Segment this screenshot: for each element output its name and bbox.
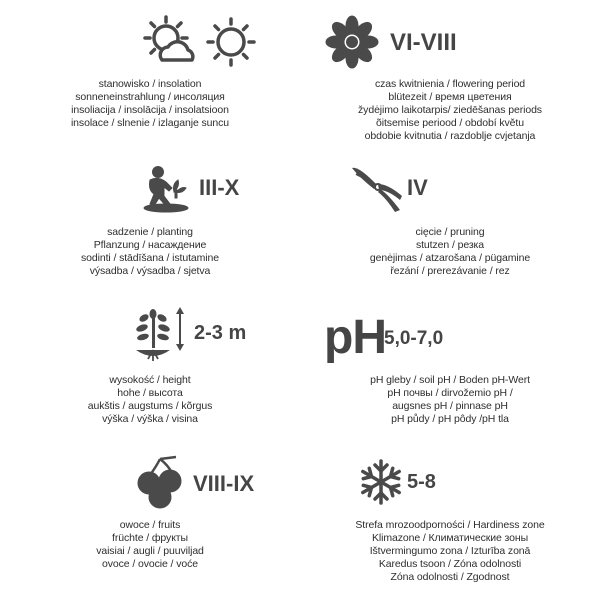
ph-translations — [300, 374, 600, 426]
text-line: wysokość / height — [109, 374, 191, 386]
planting-translations — [0, 226, 300, 278]
flower-icon — [324, 14, 380, 70]
text-line: blütezeit / время цветения — [388, 91, 512, 103]
pruning-translations — [300, 226, 600, 278]
text-line: õitsemise periood / období květu — [376, 117, 524, 129]
text-line: žydėjimo laikotarpis/ ziedēšanas periods — [358, 104, 542, 116]
text-line: Karedus tsoon / Zóna odolnosti — [378, 558, 522, 570]
text-line: řezání / prerezávanie / rez — [390, 265, 510, 277]
text-line: Zóna odolnosti / Zgodnost — [390, 571, 510, 583]
flowering-value: VI-VIII — [390, 29, 457, 56]
text-line: Klimazone / Климатические зоны — [371, 532, 529, 544]
height-value: 2-3 m — [194, 322, 247, 344]
pruning-value: IV — [407, 175, 428, 200]
text-line: výsadba / výsadba / sjetva — [89, 265, 211, 277]
text-line: stutzen / резка — [415, 239, 485, 251]
text-line: obdobie kvitnutia / razdoblje cvjetanja — [364, 130, 536, 142]
text-line: hohe / высота — [117, 387, 183, 399]
text-line: výška / výška / visina — [102, 413, 198, 425]
text-line: Ištvermingumo zona / Izturība zonā — [369, 545, 531, 557]
text-line: sodinti / stādīšana / istutamine — [80, 252, 220, 264]
text-line: augsnes pH / pinnase pH — [392, 400, 508, 412]
sun-cloud-icon — [140, 14, 198, 70]
flowering-translations — [300, 78, 600, 143]
text-line: vaisiai / augli / puuviljad — [96, 545, 204, 557]
fruits-translations — [0, 519, 300, 571]
text-line: pH gleby / soil pH / Boden pH-Wert — [370, 374, 530, 386]
text-line: insoliacija / insolācija / insolatsioon — [71, 104, 229, 116]
ph-value: 5,0-7,0 — [384, 328, 444, 349]
text-line: Pflanzung / насаждение — [93, 239, 207, 251]
sun-icon — [204, 16, 258, 68]
text-line: früchte / фрукты — [112, 532, 188, 544]
text-line: sonneneinstrahlung / инсоляция — [75, 91, 225, 103]
text-line: sadzenie / planting — [107, 226, 193, 238]
text-line: pH почвы / dirvožemio pH / — [387, 387, 513, 399]
hardiness-translations — [300, 519, 600, 584]
fruits-value: VIII-IX — [193, 471, 255, 496]
height-translations — [0, 374, 300, 426]
text-line: ovoce / ovocie / voće — [102, 558, 198, 570]
text-line: stanowisko / insolation — [98, 78, 202, 90]
insolation-translations — [0, 78, 300, 130]
planting-value: III-X — [199, 175, 240, 200]
pruning-shears-icon — [348, 162, 406, 214]
text-line: czas kwitnienia / flowering period — [374, 78, 526, 90]
text-line: insolace / slnenie / izlaganje suncu — [70, 117, 230, 129]
text-line: aukštis / augstums / kõrgus — [87, 400, 213, 412]
snowflake-icon — [356, 457, 406, 507]
ph-symbol: pH — [324, 311, 386, 364]
berries-icon — [134, 455, 190, 511]
text-line: Strefa mrozoodporności / Hardiness zone — [355, 519, 545, 531]
tree-height-icon — [130, 304, 192, 364]
text-line: cięcie / pruning — [415, 226, 485, 238]
text-line: owoce / fruits — [119, 519, 181, 531]
hardiness-value: 5-8 — [407, 471, 436, 493]
text-line: pH půdy / pH pôdy /pH tla — [391, 413, 509, 425]
planting-person-icon — [140, 162, 192, 214]
text-line: genėjimas / atzarošana / pügamine — [369, 252, 531, 264]
